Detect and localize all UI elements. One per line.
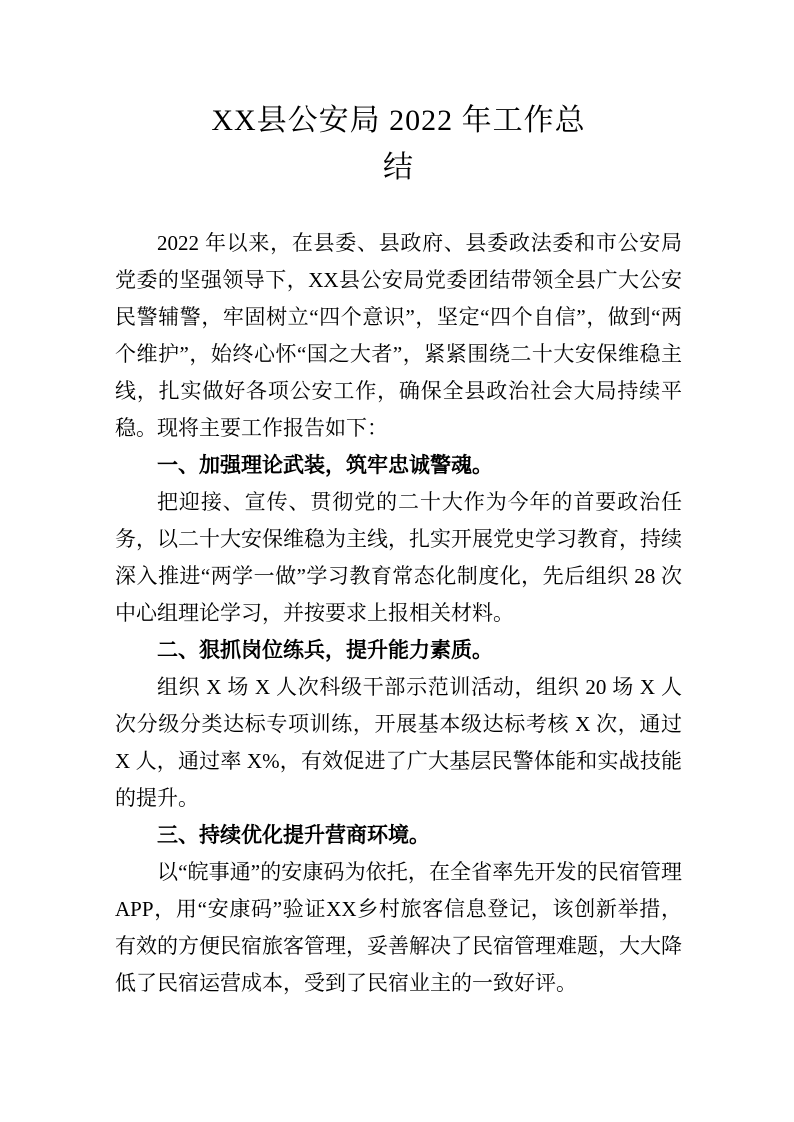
section-heading-3: 三、持续优化提升营商环境。 (157, 824, 430, 847)
intro-paragraph: 2022 年以来，在县委、县政府、县委政法委和市公安局党委的坚强领导下，XX县公安局党委团结带领全县广大公安民警辅警，牢固树立“四个意识”，坚定“四个自信”，做到“两个维护”，始终心怀“国之大者”，紧紧围绕二十大安保维稳主线，扎实做好各项公安工作，确保全县政治社会大局持续平稳。现将主要工作报告如下： (115, 231, 682, 440)
section-heading-1: 一、加强理论武装，筑牢忠诚警魂。 (157, 454, 493, 477)
document-title-line-1: XX县公安局 2022 年工作总 (211, 104, 586, 137)
document-title (115, 97, 682, 191)
section-3-paragraph: 以“皖事通”的安康码为依托，在全省率先开发的民宿管理 APP，用“安康码”验证XX乡村旅客信息登记，该创新举措，有效的方便民宿旅客管理，妥善解决了民宿管理难题，大大降低了民宿运营成本，受到了民宿业主的一致好评。 (115, 860, 682, 995)
section-heading-2: 二、狠抓岗位练兵，提升能力素质。 (157, 639, 493, 662)
section-1-paragraph: 把迎接、宣传、贯彻党的二十大作为今年的首要政治任务，以二十大安保维稳为主线，扎实开展党史学习教育，持续深入推进“两学一做”学习教育常态化制度化，先后组织 28 次中心组理论学习，并按要求上报相关材料。 (115, 490, 682, 625)
document-title-line-2: 结 (383, 151, 414, 184)
section-2-paragraph: 组织 X 场 X 人次科级干部示范训活动，组织 20 场 X 人次分级分类达标专项训练，开展基本级达标考核 X 次，通过 X 人，通过率 X%，有效促进了广大基层民警体能和实战技能的提升。 (115, 675, 682, 810)
